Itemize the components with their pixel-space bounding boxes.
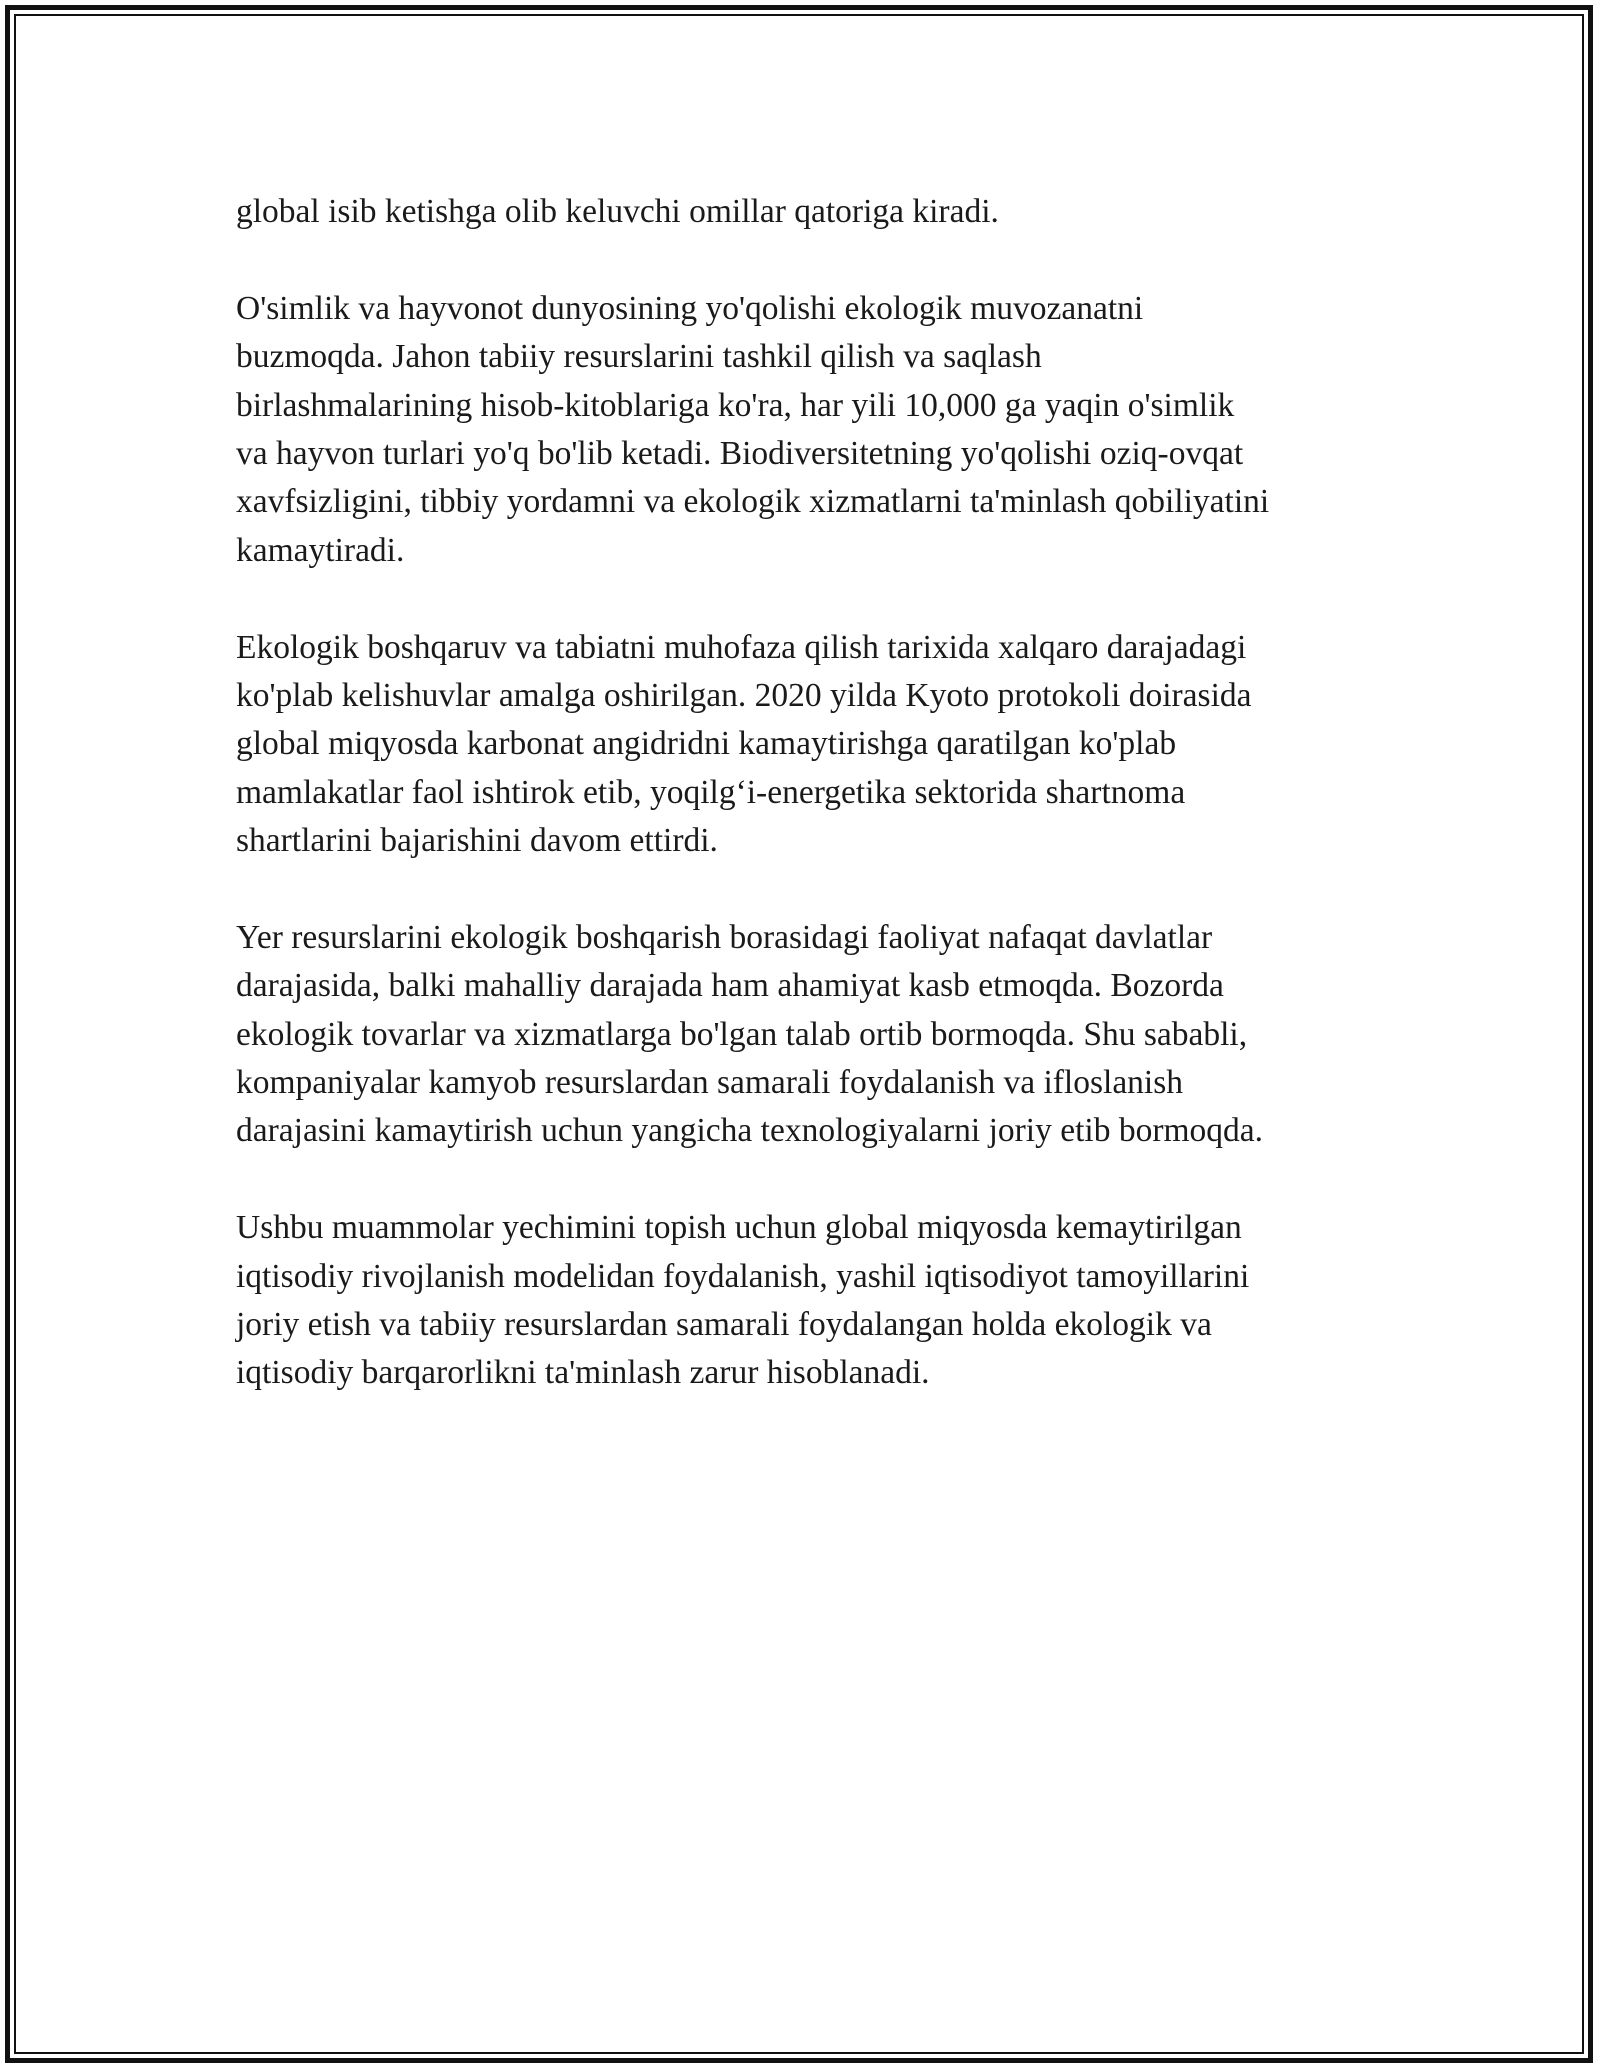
text-line: Ushbu muammolar yechimini topish uchun global miqyosda kemaytirilgan: [236, 1209, 1242, 1247]
paragraph-4: [236, 914, 1416, 1156]
document-body: [236, 188, 1416, 1446]
text-line: iqtisodiy barqarorlikni ta'minlash zarur hisoblanadi.: [236, 1354, 930, 1392]
text-line: shartlarini bajarishini davom ettirdi.: [236, 822, 718, 860]
text-line: joriy etish va tabiiy resurslardan samarali foydalangan holda ekologik va: [236, 1305, 1212, 1343]
text-line: global miqyosda karbonat angidridni kamaytirishga qaratilgan ko'plab: [236, 725, 1177, 763]
text-line: O'simlik va hayvonot dunyosining yo'qolishi ekologik muvozanatni: [236, 289, 1144, 327]
paragraph-2: [236, 285, 1416, 575]
text-line: Yer resurslarini ekologik boshqarish borasidagi faoliyat nafaqat davlatlar: [236, 918, 1213, 956]
text-line: Ekologik boshqaruv va tabiatni muhofaza qilish tarixida xalqaro darajadagi: [236, 628, 1247, 666]
text-line: darajasida, balki mahalliy darajada ham ahamiyat kasb etmoqda. Bozorda: [236, 967, 1224, 1005]
text-line: va hayvon turlari yo'q bo'lib ketadi. Biodiversitetning yo'qolishi oziq-ovqat: [236, 434, 1244, 472]
text-line: ko'plab kelishuvlar amalga oshirilgan. 2020 yilda Kyoto protokoli doirasida: [236, 676, 1252, 714]
text-line: buzmoqda. Jahon tabiiy resurslarini tashkil qilish va saqlash: [236, 338, 1042, 376]
text-line: kamaytiradi.: [236, 531, 405, 569]
text-line: birlashmalarining hisob-kitoblariga ko'ra, har yili 10,000 ga yaqin o'simlik: [236, 386, 1235, 424]
text-line: mamlakatlar faol ishtirok etib, yoqilg‘i-energetika sektorida shartnoma: [236, 773, 1186, 811]
paragraph-5: [236, 1204, 1416, 1398]
text-line: darajasini kamaytirish uchun yangicha texnologiyalarni joriy etib bormoqda.: [236, 1112, 1264, 1150]
paragraph-3: [236, 624, 1416, 866]
text-line: kompaniyalar kamyob resurslardan samarali foydalanish va ifloslanish: [236, 1064, 1184, 1102]
text-line: xavfsizligini, tibbiy yordamni va ekologik xizmatlarni ta'minlash qobiliyatini: [236, 483, 1270, 521]
text-line: global isib ketishga olib keluvchi omillar qatoriga kiradi.: [236, 193, 999, 230]
paragraph-1: [236, 188, 1416, 236]
text-line: iqtisodiy rivojlanish modelidan foydalanish, yashil iqtisodiyot tamoyillarini: [236, 1257, 1250, 1295]
text-line: ekologik tovarlar va xizmatlarga bo'lgan talab ortib bormoqda. Shu sababli,: [236, 1015, 1248, 1053]
